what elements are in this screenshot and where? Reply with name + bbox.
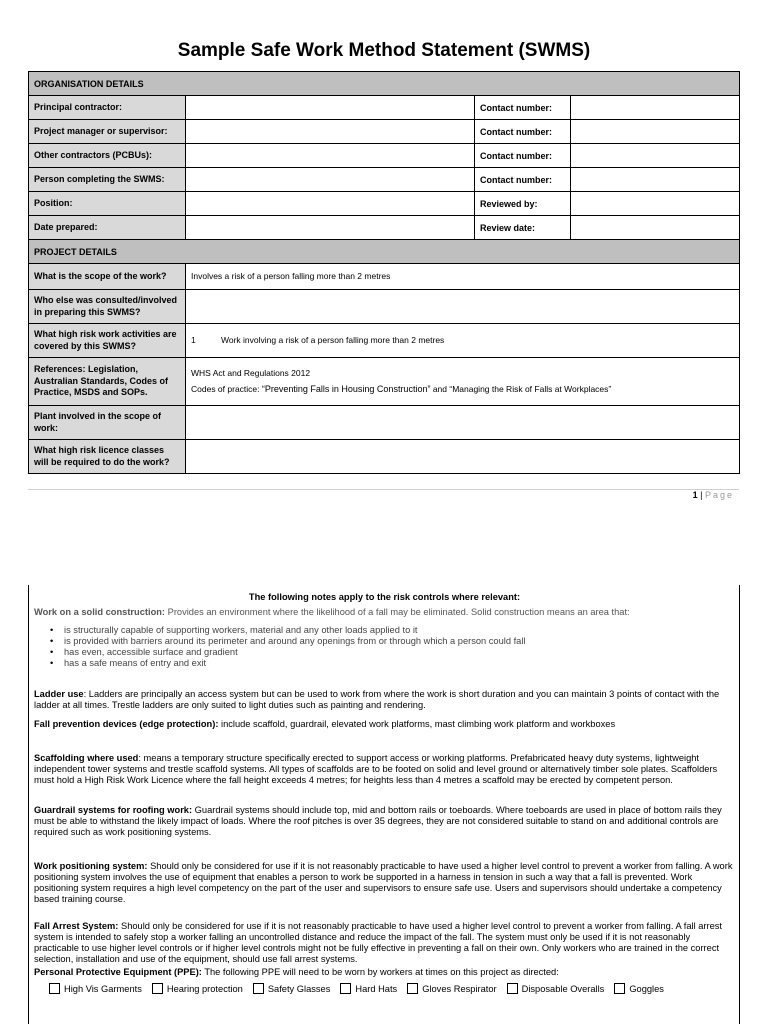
field-scope-of-work[interactable]: Involves a risk of a person falling more than 2 metres	[186, 264, 740, 290]
note-work-positioning-text: Should only be considered for use if it is not reasonably practicable to have used a higher level control to prevent a worker from falling. A work positioning system involves the use of equipment that enables a person to work be supported in a harness in tension in such a way that a fall is prevented. Work positioning system requires a high level competency on the part of the user and supervisors to ensure safe use. Users and supervisors should undertake a competency based training course.	[34, 861, 733, 905]
label-contact-number: Contact number:	[475, 120, 571, 144]
code-preventing-falls: “Preventing Falls in Housing Construction”	[261, 383, 431, 394]
label-principal-contractor: Principal contractor:	[29, 96, 186, 120]
note-guardrail	[34, 805, 735, 838]
checkbox[interactable]	[253, 983, 264, 994]
ppe-label: Gloves Respirator	[422, 983, 497, 994]
field-review-date[interactable]	[571, 216, 740, 240]
note-scaffolding-text: : means a temporary structure specifically erected to support access or working platforms. Prefabricated heavy duty systems, lightweight independent tower systems and trestle scaffold systems. All types of scaffolds are to be footed on solid and level ground or alternatively timber sole plates. Scaffolders must hold a High Risk Work Licence where the fall height exceeds 4 metres; for heights less than 4 metres a scaffold may be erected by competent person.	[34, 753, 718, 786]
swms-table	[28, 71, 740, 474]
ppe-label: Disposable Overalls	[521, 983, 605, 994]
field-reviewed-by[interactable]	[571, 192, 740, 216]
list-item: • has a safe means of entry and exit	[64, 658, 735, 669]
note-fall-prevention-text: include scaffold, guardrail, elevated work platforms, mast climbing work platform and workboxes	[218, 719, 616, 729]
section-project-details: PROJECT DETAILS	[29, 240, 740, 264]
field-consulted[interactable]	[186, 290, 740, 324]
ppe-label: Goggles	[629, 983, 664, 994]
note-ladder-title: Ladder use	[34, 689, 84, 699]
checkbox[interactable]	[49, 983, 60, 994]
note-work-positioning	[34, 861, 735, 906]
field-other-contractors[interactable]	[186, 144, 475, 168]
list-item: • is provided with barriers around its perimeter and around any openings from or through which a person could fall	[64, 636, 735, 647]
note-fall-prevention	[34, 719, 735, 730]
note-ladder-text: : Ladders are principally an access system but can be used to work from where the work is short duration and you can maintain 3 points of contact with the ladder at all times. Trestle ladders are only suited to light duties such as painting and rendering.	[34, 689, 720, 711]
field-project-manager[interactable]	[186, 120, 475, 144]
note-scaffolding	[34, 753, 735, 786]
page-number	[693, 490, 734, 500]
page-2	[28, 585, 740, 1024]
codes-prefix: Codes of practice:	[191, 383, 262, 394]
checkbox[interactable]	[614, 983, 625, 994]
solid-construction-list	[34, 625, 735, 670]
field-contact-number[interactable]	[571, 168, 740, 192]
checkbox[interactable]	[407, 983, 418, 994]
field-references[interactable]	[186, 358, 740, 406]
note-guardrail-text: Guardrail systems should include top, mid and bottom rails or toeboards. Where toeboards are used in place of bottom rails they must be able to withstand the likely impact of loads. Where the roof pitches is over 35 degrees, they are not considered suitable to stand on and additional controls are required such as work positioning systems.	[34, 805, 722, 838]
document-title: Sample Safe Work Method Statement (SWMS)	[177, 40, 591, 61]
list-item: • has even, accessible surface and gradient	[64, 647, 735, 658]
references-line-1: WHS Act and Regulations 2012	[191, 368, 311, 379]
note-work-positioning-title: Work positioning system:	[34, 861, 148, 871]
ppe-safety-glasses[interactable]	[253, 983, 331, 994]
note-solid-construction	[34, 607, 735, 618]
label-high-risk-activities: What high risk work activities are covered by this SWMS?	[29, 324, 186, 358]
checkbox[interactable]	[507, 983, 518, 994]
ppe-disposable-overalls[interactable]	[507, 983, 605, 994]
note-scaffolding-title: Scaffolding where used	[34, 753, 139, 763]
label-project-manager: Project manager or supervisor:	[29, 120, 186, 144]
ppe-goggles[interactable]	[614, 983, 664, 994]
field-principal-contractor[interactable]	[186, 96, 475, 120]
ppe-hearing-protection[interactable]	[152, 983, 243, 994]
ppe-hard-hats[interactable]	[340, 983, 397, 994]
label-position: Position:	[29, 192, 186, 216]
label-references: References: Legislation, Australian Standards, Codes of Practice, MSDS and SOPs.	[29, 358, 186, 406]
label-other-contractors: Other contractors (PCBUs):	[29, 144, 186, 168]
note-guardrail-title: Guardrail systems for roofing work:	[34, 805, 193, 815]
list-item: • is structurally capable of supporting workers, material and any other loads applied to it	[64, 625, 735, 636]
ppe-label: Safety Glasses	[267, 983, 331, 994]
note-ppe	[34, 967, 735, 978]
activity-text: Work involving a risk of a person falling more than 2 metres	[221, 335, 445, 346]
note-fall-arrest	[34, 921, 735, 966]
codes-and: and	[430, 383, 450, 394]
page-sep: |	[697, 490, 705, 500]
note-fall-prevention-title: Fall prevention devices (edge protection):	[34, 719, 219, 729]
ppe-checklist	[49, 983, 674, 994]
field-date-prepared[interactable]	[186, 216, 475, 240]
checkbox[interactable]	[152, 983, 163, 994]
label-licence-classes: What high risk licence classes will be required to do the work?	[29, 440, 186, 474]
note-fall-arrest-text: Should only be considered for use if it is not reasonably practicable to have used a higher level control to prevent a worker from falling. A fall arrest system is intended to safely stop a worker falling an uncontrolled distance and reduce the impact of the fall. The system must only be used if it is not reasonably practicable to use higher level controls or if higher level controls might not be fully effective in preventing a fall on their own. Only workers who are trained in the correct selection, installation and use of the equipment, should use fall arrest systems.	[34, 921, 723, 965]
ppe-label: High Vis Garments	[64, 983, 142, 994]
label-plant-involved: Plant involved in the scope of work:	[29, 406, 186, 440]
label-review-date: Review date:	[475, 216, 571, 240]
note-ppe-text: The following PPE will need to be worn by workers at times on this project as directed:	[201, 967, 559, 977]
checkbox[interactable]	[340, 983, 351, 994]
field-high-risk-activities[interactable]	[186, 324, 740, 358]
note-solid-title: Work on a solid construction:	[34, 607, 166, 617]
activity-number: 1	[191, 335, 196, 346]
ppe-high-vis[interactable]	[49, 983, 142, 994]
note-solid-text: Provides an environment where the likelihood of a fall may be eliminated. Solid construction means an area that:	[165, 607, 630, 617]
notes-heading: The following notes apply to the risk controls where relevant:	[248, 592, 521, 602]
note-ladder-use	[34, 689, 735, 711]
label-contact-number: Contact number:	[475, 144, 571, 168]
page-number-value: 1	[692, 490, 698, 500]
label-consulted: Who else was consulted/involved in preparing this SWMS?	[29, 290, 186, 324]
footer-divider	[28, 489, 739, 490]
label-person-completing: Person completing the SWMS:	[29, 168, 186, 192]
field-plant-involved[interactable]	[186, 406, 740, 440]
section-organisation-details: ORGANISATION DETAILS	[29, 72, 740, 96]
label-contact-number: Contact number:	[475, 96, 571, 120]
label-contact-number: Contact number:	[475, 168, 571, 192]
label-scope-of-work: What is the scope of the work?	[29, 264, 186, 290]
label-reviewed-by: Reviewed by:	[475, 192, 571, 216]
field-position[interactable]	[186, 192, 475, 216]
ppe-gloves-respirator[interactable]	[407, 983, 496, 994]
code-managing-risk: “Managing the Risk of Falls at Workplaces”	[449, 383, 612, 394]
references-line-2	[191, 383, 734, 396]
field-contact-number[interactable]	[571, 144, 740, 168]
field-contact-number[interactable]	[571, 96, 740, 120]
label-date-prepared: Date prepared:	[29, 216, 186, 240]
note-ppe-title: Personal Protective Equipment (PPE):	[34, 967, 202, 977]
field-contact-number[interactable]	[571, 120, 740, 144]
page-word: Page	[704, 490, 734, 500]
field-licence-classes[interactable]	[186, 440, 740, 474]
ppe-label: Hearing protection	[166, 983, 243, 994]
ppe-label: Hard Hats	[355, 983, 398, 994]
field-person-completing[interactable]	[186, 168, 475, 192]
note-fall-arrest-title: Fall Arrest System:	[34, 921, 119, 931]
